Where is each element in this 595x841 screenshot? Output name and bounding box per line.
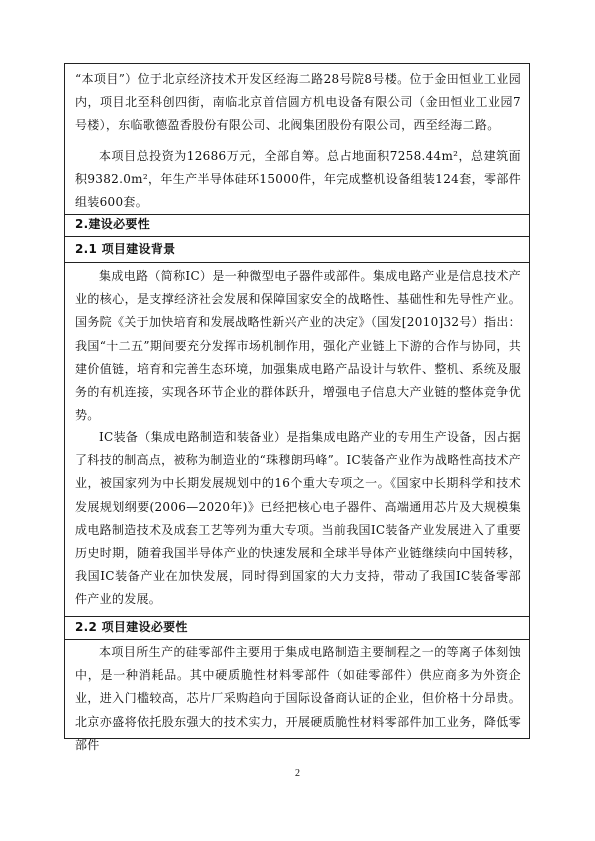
row-divider [65, 639, 529, 640]
paragraph-ic-equipment: IC装备（集成电路制造和装备业）是指集成电路产业的专用生产设备，因占据了科技的制高点，被称为制造业的“珠穆朗玛峰”。IC装备产业作为战略性高技术产业，被国家列为中长期发展规划中的16个重大专项之一。《国家中长期科学和技术发展规划纲要(2006—2020年)》已经把核心电子器件、高端通用芯片及大规模集成电路制造技术及成套工艺等列为重大专项。当前我国IC装备产业发展进入了重要历史时期，随着我国半导体产业的快速发展和全球半导体产业链继续向中国转移，我国IC装备产业在加快发展，同时得到国家的大力支持，带动了我国IC装备零部件产业的发展。 [75, 430, 521, 607]
paragraph-location: “本项目”）位于北京经济技术开发区经海二路28号院8号楼。位于金田恒业工业园内，项目北至科创四街，南临北京首信圆方机电设备有限公司（金田恒业工业园7号楼），东临歌德盈香股份有限公司、北阀集团股份有限公司，西至经海二路。 [75, 72, 521, 133]
paragraph-silicon-parts: 本项目所生产的硅零部件主要用于集成电路制造主要制程之一的等离子体刻蚀中，是一种消耗品。其中硬质脆性材料零部件（如硅零部件）供应商多为外资企业，进入门槛较高，芯片厂采购趋向于国际设备商认证的企业，但价格十分昂贵。北京亦盛将依托股东强大的技术实力，开展硬质脆性材料零部件加工业务，降低零部件 [75, 645, 521, 752]
content-frame [64, 63, 530, 752]
row-divider [65, 262, 529, 263]
page-number: 2 [295, 768, 300, 779]
heading-project-necessity: 2.2 项目建设必要性 [75, 620, 188, 634]
row-divider [65, 236, 529, 237]
heading-necessity: 2.建设必要性 [75, 217, 151, 231]
paragraph-investment: 本项目总投资为12686万元，全部自筹。总占地面积7258.44m²，总建筑面积9382.0m²，年生产半导体硅环15000件，年完成整机设备组装124套，零部件组装600套。 [75, 149, 521, 210]
paragraph-ic-industry: 集成电路（简称IC）是一种微型电子器件或部件。集成电路产业是信息技术产业的核心，是支撑经济社会发展和保障国家安全的战略性、基础性和先导性产业。国务院《关于加快培育和发展战略性新兴产业的决定》（国发[2010]32号）指出：我国“十二五”期间要充分发挥市场机制作用，强化产业链上下游的合作与协同，共建价值链，培育和完善生态环境，加强集成电路产品设计与软件、整机、系统及服务的有机连接，实现各环节企业的群体跃升，增强电子信息大产业链的整体竞争优势。 [75, 269, 521, 423]
heading-background: 2.1 项目建设背景 [75, 242, 176, 256]
